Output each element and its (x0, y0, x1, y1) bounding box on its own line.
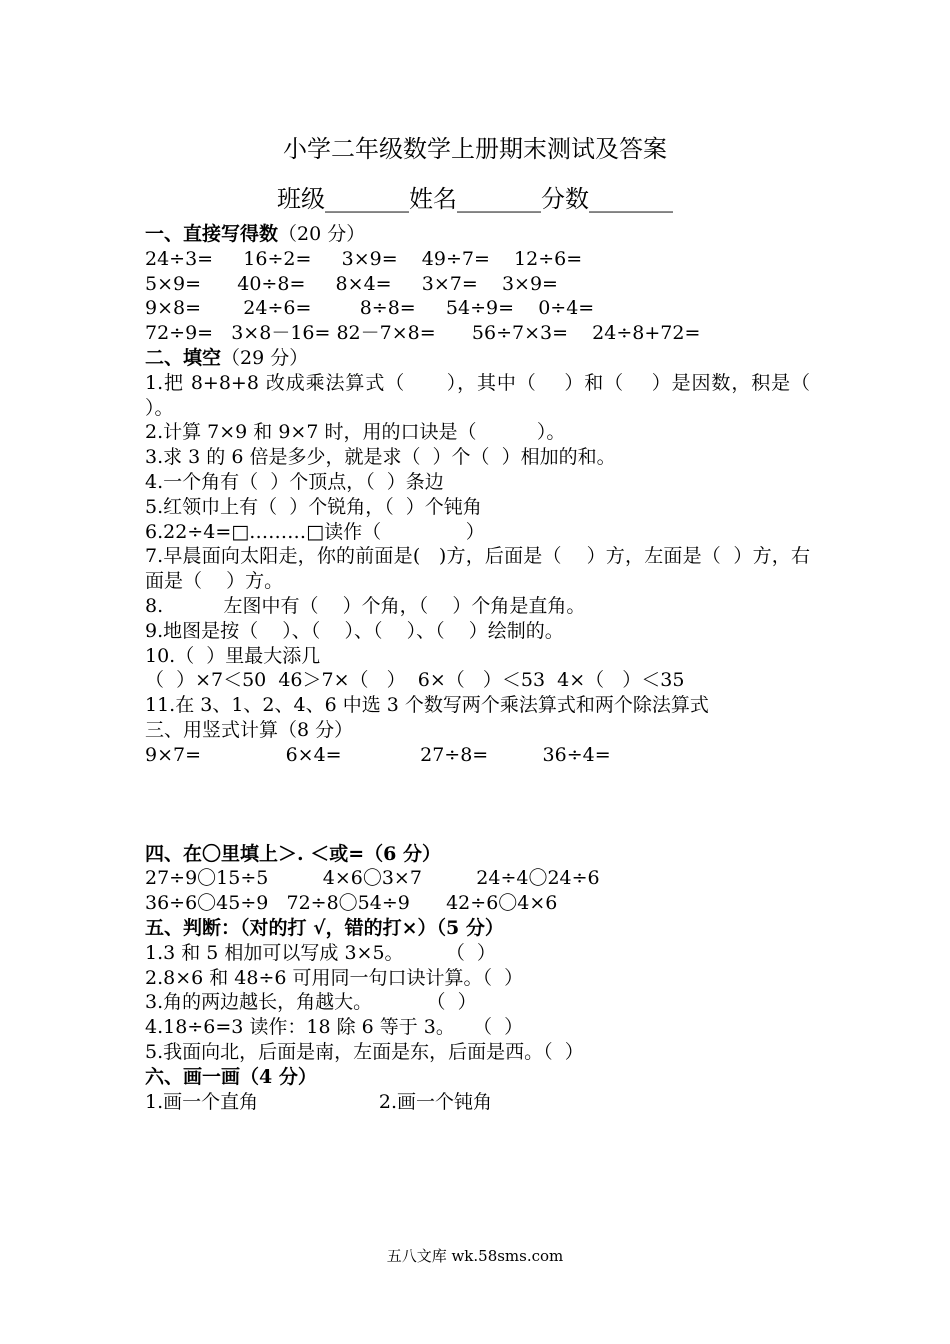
s2-item: 1.把 8+8+8 改成乘法算式（ ），其中（ ）和（ ）是因数，积是（ ）。 (145, 371, 823, 419)
s4-row: 36÷6〇45÷9 72÷8〇54÷9 42÷6〇4×6 (145, 892, 558, 915)
s2-item: 3.求 3 的 6 倍是多少，就是求（ ）个（ ）相加的和。 (145, 446, 616, 469)
section-2-score: （29 分） (221, 346, 309, 369)
s1-row: 24÷3= 16÷2= 3×9= 49÷7= 12÷6= (145, 247, 583, 270)
section-1-score: （20 分） (278, 223, 366, 245)
section-4-heading: 四、在〇里填上＞. ＜或=（6 分） (145, 842, 441, 865)
s2-item: 2.计算 7×9 和 9×7 时，用的口诀是（ ）。 (145, 421, 566, 444)
s2-item: 8. 左图中有（ ）个角，（ ）个角是直角。 (145, 594, 586, 617)
section-2-title: 二、填空 (145, 346, 222, 369)
footer-watermark: 五八文库 wk.58sms.com (386, 1247, 564, 1265)
s2-item: （ ）×7＜50 46＞7×（ ） 6×（ ）＜53 4×（ ）＜35 (145, 669, 685, 692)
section-5-heading: 五、判断：（对的打 √，错的打×）（5 分） (145, 916, 504, 939)
s5-item: 1.3 和 5 相加可以写成 3×5。 （ ） (145, 941, 496, 964)
s2-item: 9.地图是按（ ）、（ ）、（ ）、（ ）绘制的。 (145, 619, 564, 642)
section-2-heading (145, 346, 810, 371)
s5-item: 2.8×6 和 48÷6 可用同一句口诀计算。（ ） (145, 966, 524, 989)
s2-item: 7.早晨面向太阳走，你的前面是( )方，后面是（ ）方，左面是（ ）方，右面是（ ）方。 (145, 545, 810, 593)
exam-content (145, 222, 823, 1114)
s5-item: 5.我面向北，后面是南，左面是东，后面是西。（ ） (145, 1040, 584, 1063)
s6-row: 1.画一个直角 2.画一个钝角 (145, 1090, 493, 1113)
s2-item: 4.一个角有（ ）个顶点，（ ）条边 (145, 470, 444, 493)
s5-item: 4.18÷6=3 读作：18 除 6 等于 3。 （ ） (145, 1016, 524, 1039)
s1-row: 72÷9= 3×8－16= 82－7×8= 56÷7×3= 24÷8+72= (145, 322, 701, 345)
s1-row: 5×9= 40÷8= 8×4= 3×7= 3×9= (145, 272, 558, 295)
s3-row: 9×7= 6×4= 27÷8= 36÷4= (145, 743, 611, 766)
section-3-heading: 三、用竖式计算（8 分） (145, 718, 354, 741)
page-title: 小学二年级数学上册期末测试及答案 (283, 135, 667, 163)
section-1-title: 一、直接写得数 (145, 223, 279, 245)
s5-item: 3.角的两边越长，角越大。 （ ） (145, 991, 477, 1014)
s4-row: 27÷9〇15÷5 4×6〇3×7 24÷4〇24÷6 (145, 867, 600, 890)
s2-item: 11.在 3、1、2、4、6 中选 3 个数写两个乘法算式和两个除法算式 (145, 694, 709, 717)
work-space (145, 768, 810, 842)
section-6-heading: 六、画一画（4 分） (145, 1065, 317, 1088)
s2-item: 10.（ ）里最大添几 (145, 644, 321, 667)
s2-item: 5.红领巾上有（ ）个锐角，（ ）个钝角 (145, 495, 482, 518)
section-1-heading (145, 222, 810, 247)
s2-item: 6.22÷4=□………□读作（ ） (145, 520, 485, 543)
class-name-score-line: 班级_______姓名_______分数_______ (277, 185, 673, 213)
s1-row: 9×8= 24÷6= 8÷8= 54÷9= 0÷4= (145, 297, 595, 320)
